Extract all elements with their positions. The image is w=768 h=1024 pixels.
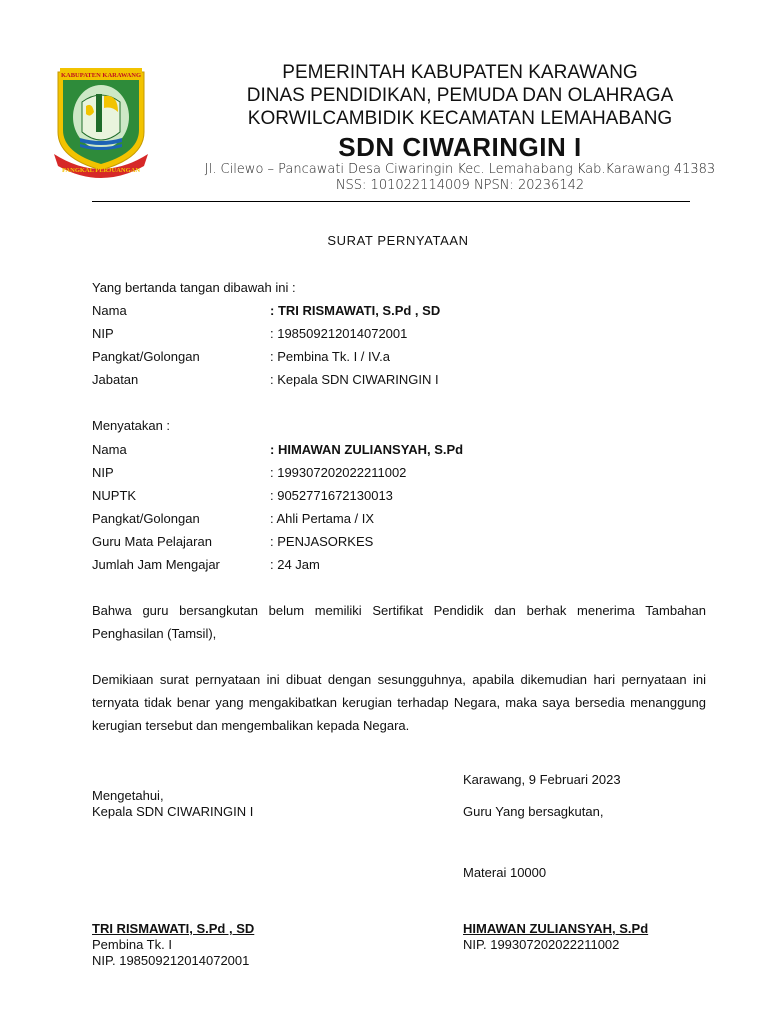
header-dept-line: DINAS PENDIDIKAN, PEMUDA DAN OLAHRAGA xyxy=(246,85,674,106)
stamp-placeholder: Materai 10000 xyxy=(463,865,547,880)
statement-paragraph: Bahwa guru bersangkutan belum memiliki Sertifikat Pendidik dan berhak menerima Tambahan Penghasilan (Tamsil), xyxy=(92,603,706,641)
field-label: NIP xyxy=(92,326,114,341)
left-sign-line1: Mengetahui, xyxy=(92,788,164,803)
teacher-row xyxy=(92,532,712,552)
field-label: Guru Mata Pelajaran xyxy=(92,534,212,549)
teacher-row xyxy=(92,509,712,529)
field-value: : Kepala SDN CIWARINGIN I xyxy=(270,372,439,387)
teacher-row xyxy=(92,555,712,575)
field-label: NUPTK xyxy=(92,488,137,503)
karawang-crest-icon xyxy=(52,62,150,180)
teacher-row xyxy=(92,463,712,483)
field-value: : Ahli Pertama / IX xyxy=(270,511,375,526)
field-value: : 198509212014072001 xyxy=(270,326,408,341)
field-value: : PENJASORKES xyxy=(270,534,374,549)
field-value: : Pembina Tk. I / IV.a xyxy=(270,349,390,364)
field-value: : 24 Jam xyxy=(270,557,320,572)
school-name: SDN CIWARINGIN I xyxy=(338,132,582,162)
karawang-logo xyxy=(52,62,150,180)
field-label: Jumlah Jam Mengajar xyxy=(92,557,220,572)
header-divider xyxy=(92,201,690,202)
field-value: : 199307202022211002 xyxy=(270,465,407,480)
intro-text: Yang bertanda tangan dibawah ini : xyxy=(92,280,296,295)
left-signer-nip: NIP. 198509212014072001 xyxy=(92,953,250,968)
field-value: : TRI RISMAWATI, S.Pd , SD xyxy=(270,303,441,318)
right-signer-nip: NIP. 199307202022211002 xyxy=(463,937,620,952)
header-korwil-line: KORWILCAMBIDIK KECAMATAN LEMAHABANG xyxy=(247,108,673,129)
right-sign-line1: Guru Yang bersagkutan, xyxy=(463,804,604,819)
field-label: Nama xyxy=(92,442,127,457)
left-signer-rank: Pembina Tk. I xyxy=(92,937,172,952)
signer-row xyxy=(92,370,712,390)
header-gov-line: PEMERINTAH KABUPATEN KARAWANG xyxy=(282,62,638,83)
school-ids: NSS: 101022114009 NPSN: 20236142 xyxy=(335,178,585,193)
field-label: Nama xyxy=(92,303,127,318)
field-value: : HIMAWAN ZULIANSYAH, S.Pd xyxy=(270,442,464,457)
left-signer-name: TRI RISMAWATI, S.Pd , SD xyxy=(92,921,255,936)
signer-row xyxy=(92,324,712,344)
field-label: Pangkat/Golongan xyxy=(92,349,200,364)
left-sign-line2: Kepala SDN CIWARINGIN I xyxy=(92,804,254,819)
field-label: Jabatan xyxy=(92,372,139,387)
school-address: Jl. Cilewo – Pancawati Desa Ciwaringin Kec. Lemahabang Kab.Karawang 41383 xyxy=(204,162,716,177)
signer-row xyxy=(92,347,712,367)
teacher-row xyxy=(92,440,712,460)
right-signer-name: HIMAWAN ZULIANSYAH, S.Pd xyxy=(463,921,649,936)
svg-text:PANGKAL PERJUANGAN: PANGKAL PERJUANGAN xyxy=(61,167,141,174)
closing-paragraph: Demikiaan surat pernyataan ini dibuat dengan sesungguhnya, apabila dikemudian hari pernyataan ini ternyata tidak benar yang mengakibatkan kerugian terhadap Negara, maka saya bersedia menanggung kerugian tersebut dan mengembalikan kepada Negara. xyxy=(92,672,706,733)
document-title: SURAT PERNYATAAN xyxy=(327,233,469,248)
field-value: : 9052771672130013 xyxy=(270,488,393,503)
field-label: Pangkat/Golongan xyxy=(92,511,200,526)
declares-text: Menyatakan : xyxy=(92,418,171,433)
svg-text:KABUPATEN KARAWANG: KABUPATEN KARAWANG xyxy=(60,72,142,79)
place-date: Karawang, 9 Februari 2023 xyxy=(463,772,621,787)
field-label: NIP xyxy=(92,465,114,480)
teacher-row xyxy=(92,486,712,506)
signer-row xyxy=(92,301,712,321)
